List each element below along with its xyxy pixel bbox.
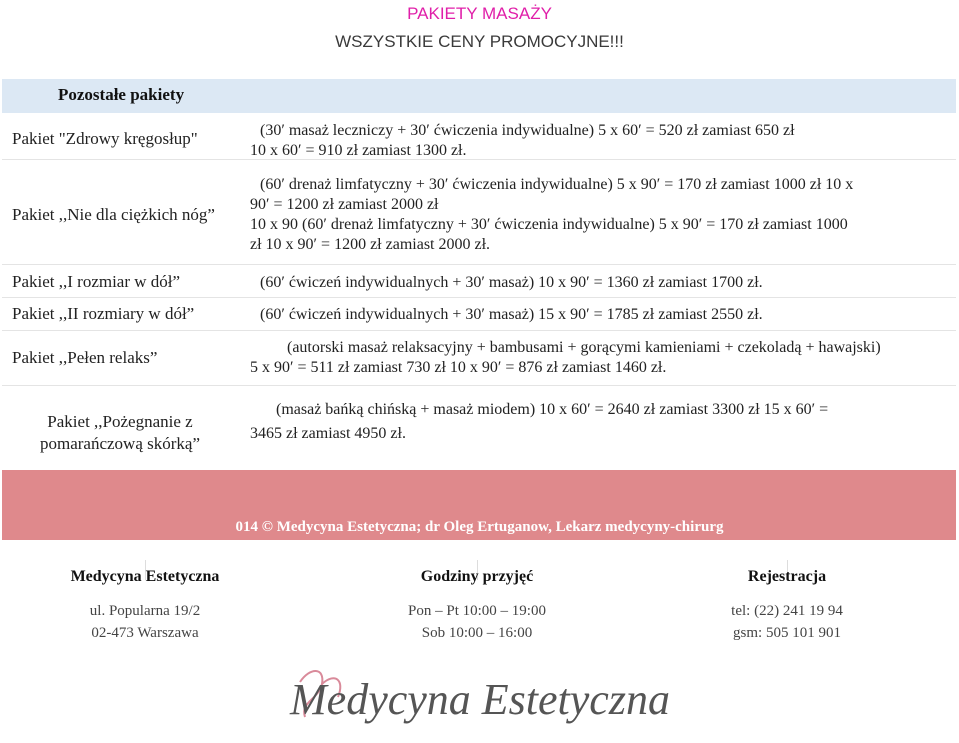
package-description <box>250 121 950 161</box>
package-description <box>250 175 950 255</box>
copyright-text: 014 © Medycyna Estetyczna; dr Oleg Ertuganow, Lekarz medycyny-chirurg <box>235 519 724 535</box>
footer-column-registration <box>662 560 912 644</box>
address-line: ul. Popularna 19/2 <box>89 603 201 619</box>
package-line: (masaż bańką chińską + masaż miodem) 10 x 60′ = 2640 zł zamiast 3300 zł 15 x 60′ = <box>276 401 829 418</box>
package-name: Pakiet ,,Pełen relaks” <box>12 348 158 367</box>
footer-heading: Godziny przyjęć <box>420 568 534 585</box>
package-description <box>250 338 950 378</box>
package-line: 3465 zł zamiast 4950 zł. <box>250 425 406 442</box>
package-line: (60′ ćwiczeń indywidualnych + 30′ masaż) 15 x 90′ = 1785 zł zamiast 2550 zł. <box>260 306 763 323</box>
package-line: 90′ = 1200 zł zamiast 2000 zł <box>250 196 439 213</box>
package-description <box>250 305 950 325</box>
section-title: Pozostałe pakiety <box>58 85 185 104</box>
package-description <box>250 398 950 446</box>
package-name: Pakiet "Zdrowy kręgosłup" <box>12 129 198 148</box>
section-header <box>2 79 956 113</box>
package-line: 10 x 90 (60′ drenaż limfatyczny + 30′ ćwiczenia indywidualne) 5 x 90′ = 170 zł zamiast 1000 <box>250 216 848 233</box>
logo-text: Medycyna Estetyczna <box>290 675 670 724</box>
package-line: zł 10 x 90′ = 1200 zł zamiast 2000 zł. <box>250 236 491 253</box>
package-name: Pakiet ,,I rozmiar w dół” <box>12 272 181 291</box>
hours-line: Pon – Pt 10:00 – 19:00 <box>408 603 546 619</box>
package-name-line: Pakiet ,,Pożegnanie z <box>47 412 193 431</box>
package-description <box>250 273 950 293</box>
package-line: 5 x 90′ = 511 zł zamiast 730 zł 10 x 90′ = 876 zł zamiast 1460 zł. <box>250 359 667 376</box>
logo-graphic <box>0 662 959 738</box>
package-line: (60′ drenaż limfatyczny + 30′ ćwiczenia indywidualne) 5 x 90′ = 170 zł zamiast 1000 zł 10 x <box>260 176 854 193</box>
footer-heading: Rejestracja <box>747 568 827 585</box>
footer-heading: Medycyna Estetyczna <box>70 568 220 585</box>
package-line: 10 x 60′ = 910 zł zamiast 1300 zł. <box>250 142 467 159</box>
page-subtitle: WSZYSTKIE CENY PROMOCYJNE!!! <box>335 32 624 51</box>
package-line: (60′ ćwiczeń indywidualnych + 30′ masaż) 10 x 90′ = 1360 zł zamiast 1700 zł. <box>260 274 763 291</box>
page-title: PAKIETY MASAŻY <box>407 4 552 23</box>
package-row-zdrowy-kregoslup <box>2 113 956 160</box>
package-name-line: pomarańczową skórką” <box>39 434 200 453</box>
package-name <box>2 411 238 455</box>
brand-logo[interactable] <box>0 662 959 738</box>
package-line: (autorski masaż relaksacyjny + bambusami + gorącymi kamieniami + czekoladą + hawajski) <box>287 339 881 356</box>
address-line: 02-473 Warszawa <box>91 625 199 641</box>
footer-column-contact <box>20 560 270 644</box>
package-row-pozegnanie <box>2 386 956 468</box>
package-row-i-rozmiar <box>2 265 956 298</box>
package-row-ii-rozmiary <box>2 298 956 331</box>
gsm-link[interactable]: gsm: 505 101 901 <box>733 625 841 641</box>
footer-column-hours <box>352 560 602 644</box>
phone-link[interactable]: tel: (22) 241 19 94 <box>731 603 843 619</box>
package-row-nie-dla-ciezkich-nog <box>2 160 956 265</box>
hours-line: Sob 10:00 – 16:00 <box>421 625 533 641</box>
package-row-pelen-relaks <box>2 331 956 386</box>
package-line: (30′ masaż leczniczy + 30′ ćwiczenia indywidualne) 5 x 60′ = 520 zł zamiast 650 zł <box>260 122 795 139</box>
package-name: Pakiet ,,II rozmiary w dół” <box>12 304 195 323</box>
package-name: Pakiet ,,Nie dla ciężkich nóg” <box>12 205 215 224</box>
